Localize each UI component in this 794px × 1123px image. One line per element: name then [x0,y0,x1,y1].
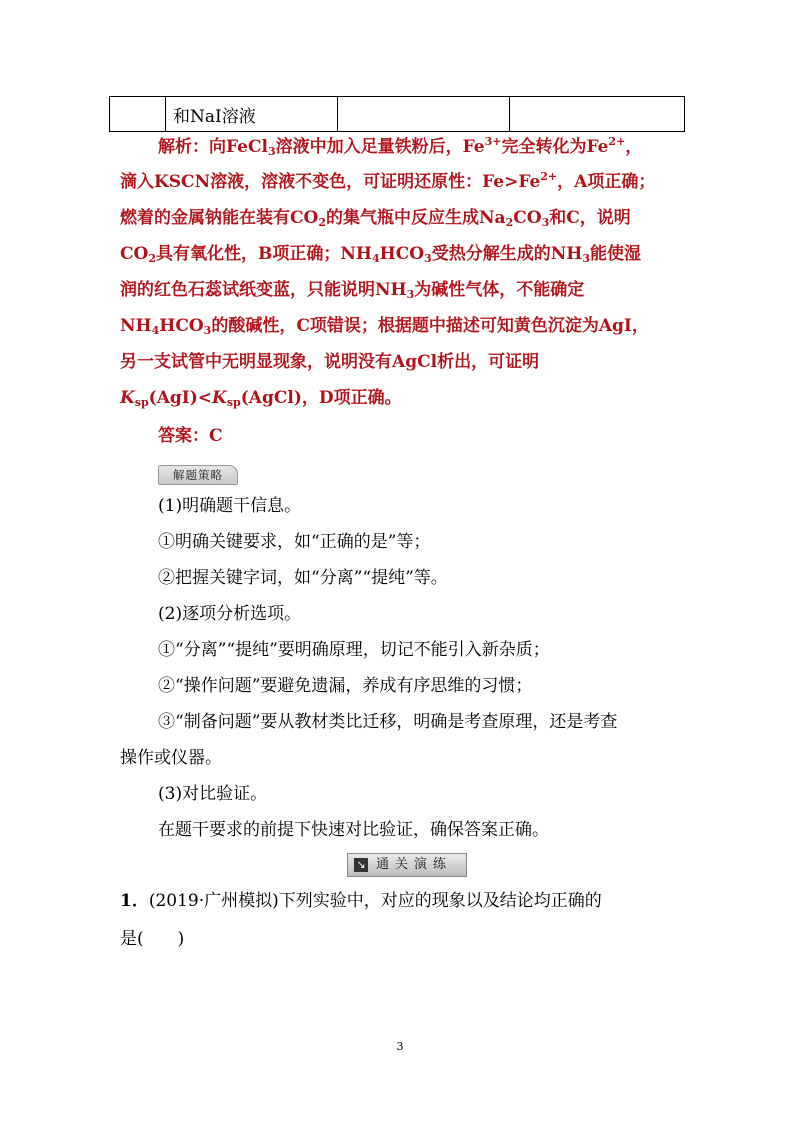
strategy-item: ①明确关键要求，如“正确的是”等； [158,532,431,552]
answer-line [158,426,713,446]
analysis-line-7: 另一支试管中无明显现象，说明没有AgCl析出，可证明 [120,352,540,372]
strategy-item: (2)逐项分析选项。 [158,604,302,624]
practice-banner [347,853,467,877]
strategy-tag: 解题策略 [158,465,238,485]
page-number: 3 [396,1040,404,1053]
strategy-item: ③“制备问题”要从教材类比迁移，明确是考查原理，还是考查 [158,712,618,732]
question-number: 1． [120,891,149,911]
strategy-item: ②把握关键字词，如“分离”“提纯”等。 [158,568,448,588]
table-row [110,97,685,132]
analysis-line-2: 滴入KSCN溶液，溶液不变色，可证明还原性：$Fe>Fe^{2+}$，A项正确； [120,170,656,192]
answer-value: C [209,426,223,446]
analysis-line-1: 解析：向FeCl$_3$溶液中加入足量铁粉后，$Fe^{3+}$完全转化为$Fe^{2+}$， [158,135,643,158]
arrow-icon: ↘ [354,858,368,872]
table-cell [110,97,166,132]
analysis-line-3: 燃着的金属钠能在装有$CO_2$的集气瓶中反应生成$Na_2CO_3$和C，说明 [120,208,631,229]
strategy-item: (1)明确题干信息。 [158,496,302,516]
table-cell [510,97,685,132]
analysis-label: 解析 [158,137,192,157]
analysis-line-5: 润的红色石蕊试纸变蓝，只能说明$NH_3$为碱性气体，不能确定 [120,280,585,301]
analysis-line-8: $K_{sp}(AgI)<K_{sp}(AgCl)$，D项正确。 [120,388,402,409]
strategy-item: ①“分离”“提纯”要明确原理，切记不能引入新杂质； [158,640,550,660]
analysis-line-6: $NH_4HCO_3$的酸碱性，C项错误；根据题中描述可知黄色沉淀为AgI， [120,316,649,337]
question-line-1: 1．(2019·广州模拟)下列实验中，对应的现象以及结论均正确的 [120,891,602,911]
answer-label: 答案： [158,426,209,446]
banner-title: 通关演练 [376,857,453,872]
strategy-item: 在题干要求的前提下快速对比验证，确保答案正确。 [158,820,549,840]
analysis-line-4: $CO_2$具有氧化性，B项正确；$NH_4HCO_3$受热分解生成的$NH_3$能使湿 [120,244,641,265]
table-fragment [109,96,685,132]
strategy-item: 操作或仪器。 [120,748,222,768]
strategy-item: (3)对比验证。 [158,784,268,804]
question-line-2: 是( ) [120,929,185,949]
table-cell [338,97,510,132]
table-cell: 和NaI溶液 [166,97,338,132]
strategy-item: ②“操作问题”要避免遗漏，养成有序思维的习惯； [158,676,533,696]
